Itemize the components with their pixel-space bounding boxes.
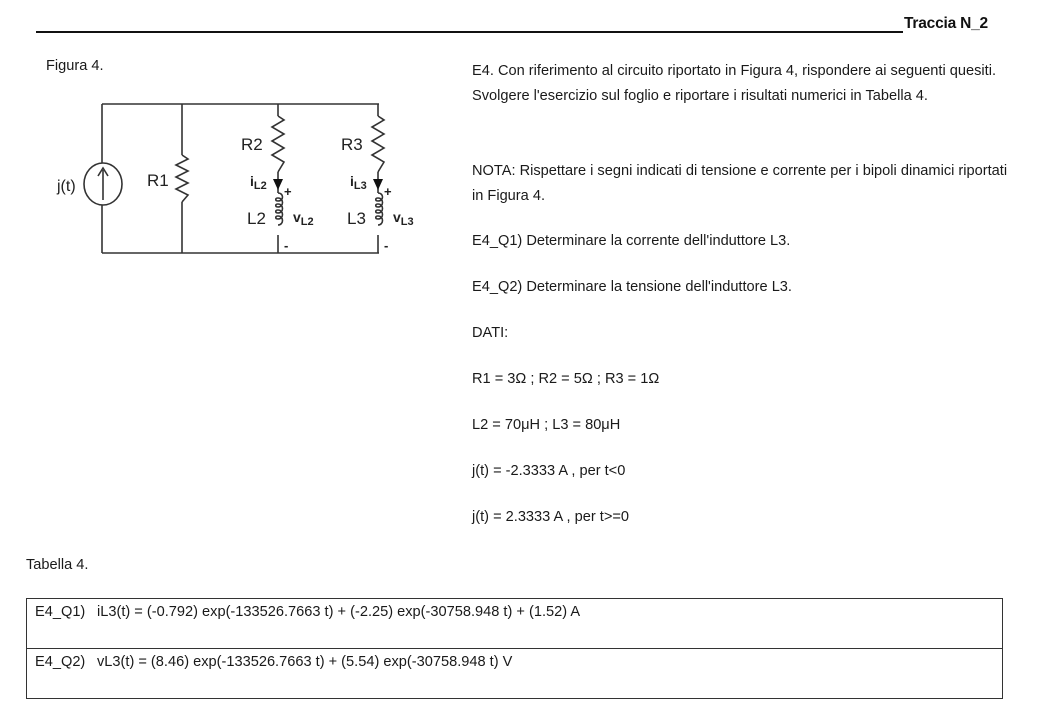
minus-sign-l3: -: [384, 238, 389, 253]
label-l2: L2: [247, 209, 266, 228]
answer-cell: [27, 599, 1003, 649]
answers-table: [26, 598, 1003, 699]
question-1: E4_Q1) Determinare la corrente dell'induttore L3.: [472, 233, 791, 249]
exercise-intro: E4. Con riferimento al circuito riportato in Figura 4, rispondere ai seguenti quesiti. Svolgere l'esercizio sul foglio e riportare i risultati numerici in Tabella 4.: [472, 63, 997, 104]
question-2: E4_Q2) Determinare la tensione dell'induttore L3.: [472, 279, 792, 295]
plus-sign-l3: +: [384, 184, 392, 199]
answer-text: vL3(t) = (8.46) exp(-133526.7663 t) + (5.54) exp(-30758.948 t) V: [97, 654, 513, 670]
label-r2: R2: [241, 135, 263, 154]
answer-cell: [27, 649, 1003, 699]
answer-text: iL3(t) = (-0.792) exp(-133526.7663 t) + (-2.25) exp(-30758.948 t) + (1.52) A: [97, 604, 581, 620]
current-arrow-il3-icon: [373, 179, 383, 190]
resistor-r3-icon: [372, 116, 384, 172]
plus-sign-l2: +: [284, 184, 292, 199]
inductor-l2-icon: [276, 193, 283, 225]
label-r1: R1: [147, 171, 169, 190]
label-source: j(t): [57, 178, 76, 195]
header-title: Traccia N_2: [904, 15, 988, 32]
label-il3: $i_{L3}$: [350, 173, 367, 192]
label-l3: L3: [347, 209, 366, 228]
label-vl2: $v_{L2}$: [293, 209, 314, 228]
exercise-note: NOTA: Rispettare i segni indicati di tensione e corrente per i bipoli dinamici riportati in Figura 4.: [472, 163, 1008, 204]
label-il2: $i_{L2}$: [250, 173, 267, 192]
table-row: [27, 649, 1003, 699]
data-inductors: L2 = 70μH ; L3 = 80μH: [472, 417, 621, 433]
minus-sign-l2: -: [284, 238, 289, 253]
resistor-r1-icon: [176, 155, 188, 202]
label-vl3: $v_{L3}$: [393, 209, 414, 228]
resistor-r2-icon: [272, 116, 284, 172]
table-caption: Tabella 4.: [26, 557, 89, 573]
data-title: DATI:: [472, 325, 509, 341]
label-r3: R3: [341, 135, 363, 154]
figure-caption: Figura 4.: [46, 58, 104, 74]
inductor-l3-icon: [376, 193, 383, 225]
data-resistors: R1 = 3Ω ; R2 = 5Ω ; R3 = 1Ω: [472, 371, 660, 387]
circuit-diagram: [0, 0, 460, 280]
table-row: [27, 599, 1003, 649]
question-id: E4_Q1): [35, 604, 86, 620]
data-source-after: j(t) = 2.3333 A , per t>=0: [472, 509, 629, 525]
question-id: E4_Q2): [35, 654, 86, 670]
data-source-before: j(t) = -2.3333 A , per t<0: [472, 463, 626, 479]
current-arrow-il2-icon: [273, 179, 283, 190]
